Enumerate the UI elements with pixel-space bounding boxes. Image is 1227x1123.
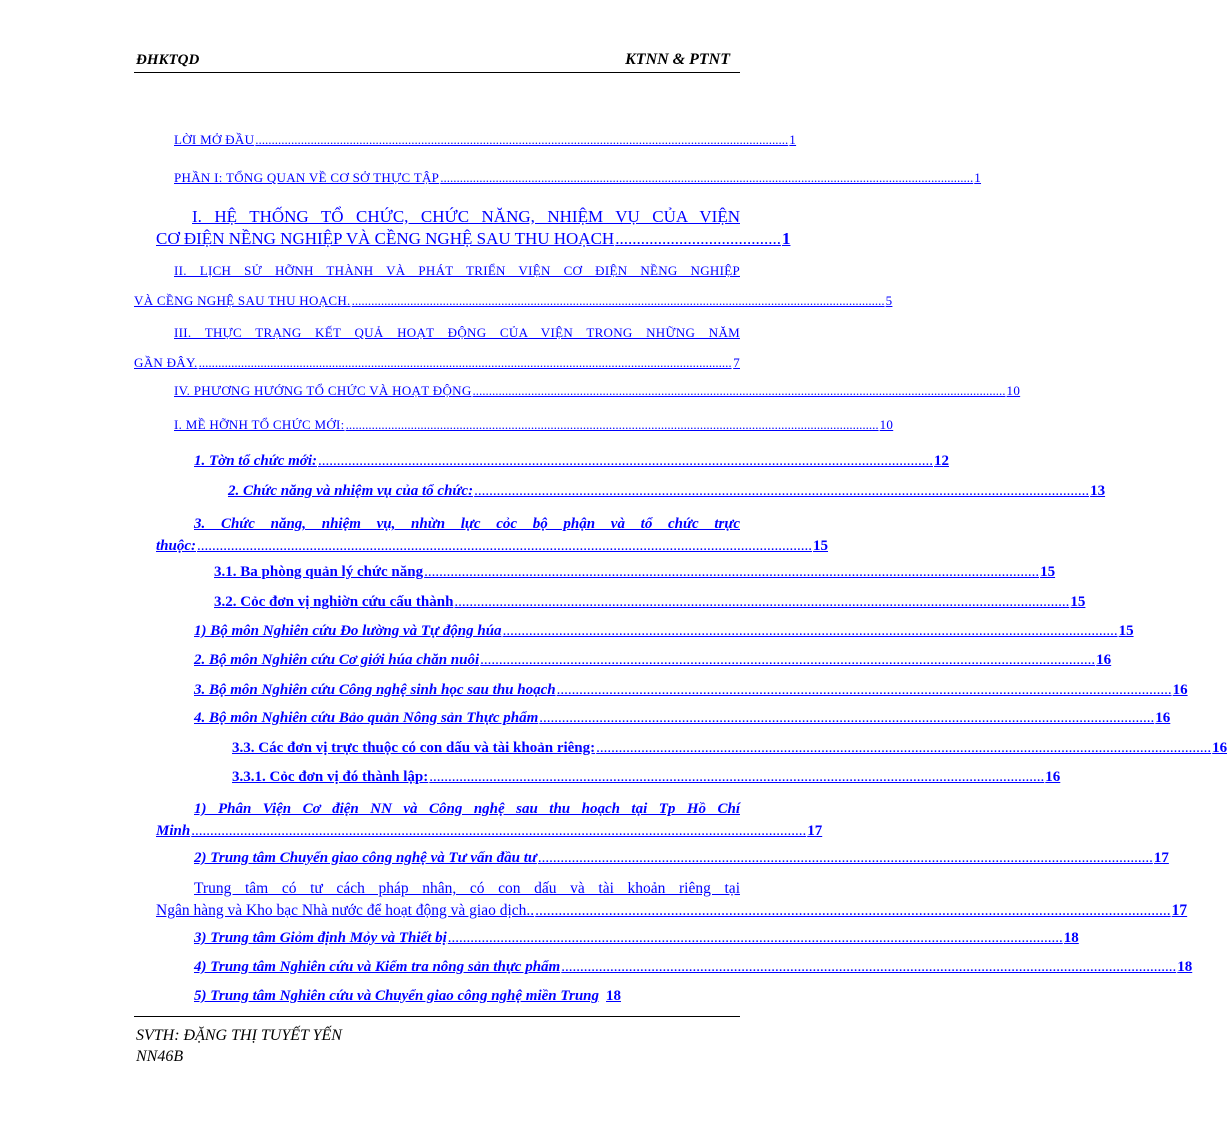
toc-entry[interactable]: 3.3. Các đơn vị trực thuộc có con dấu và tài khoản riêng: .................................................................................................................................................................... 16	[232, 740, 1227, 756]
toc-entry[interactable]: 4. Bộ môn Nghiên cứu Bảo quản Nông sản Thực phẩm .................................................................................................................................................................... 16	[194, 710, 1171, 726]
table-of-contents	[134, 120, 1227, 1010]
toc-entry[interactable]: 2. Chức năng và nhiệm vụ của tổ chức: .................................................................................................................................................................... 13	[228, 483, 1106, 499]
toc-entry[interactable]: Trung tâm có tư cách pháp nhân, có con dấu và tài khoản riêng tại Ngân hàng và Kho bạc Nhà nước để hoạt động và giao dịch.. .................................................................................................................................................................... 17	[156, 880, 1188, 919]
header-left-text: ĐHKTQD	[136, 52, 200, 68]
toc-entry[interactable]: 1) Phân Viện Cơ điện NN và Công nghệ sau thu hoạch tại Tp Hồ Chí Minh .................................................................................................................................................................... 17	[156, 801, 823, 839]
toc-entry[interactable]: 3) Trung tâm Giỏm định Mỏy và Thiết bị .................................................................................................................................................................... 18	[194, 930, 1079, 946]
toc-entry[interactable]: 2. Bộ môn Nghiên cứu Cơ giới húa chăn nuôi .................................................................................................................................................................... 16	[194, 652, 1112, 668]
toc-entry[interactable]: 3. Chức năng, nhiệm vụ, nhừn lực cỏc bộ phận và tổ chức trực thuộc: .................................................................................................................................................................... 15	[156, 516, 829, 554]
toc-entry[interactable]: III. THỰC TRẠNG KẾT QUẢ HOẠT ĐỘNG CỦA VIỆN TRONG NHỮNG NĂM GẦN ĐÂY. .................................................................................................................................................................... 7	[134, 325, 740, 370]
toc-entry[interactable]: 1. Tờn tổ chức mới: .................................................................................................................................................................... 12	[194, 453, 949, 469]
footer-class: NN46B	[136, 1048, 184, 1065]
toc-entry[interactable]: I. MỀ HỠNH TỔ CHỨC MỚI: .................................................................................................................................................................... 10	[174, 417, 894, 432]
toc-entry[interactable]: 1) Bộ môn Nghiên cứu Đo lường và Tự động húa .................................................................................................................................................................... 15	[194, 623, 1134, 639]
footer-author: SVTH: ĐẶNG THỊ TUYẾT YẾN	[136, 1027, 342, 1044]
page-footer	[134, 1016, 740, 1067]
toc-entry[interactable]: LỜI MỞ ĐẦU .................................................................................................................................................................... 1	[174, 132, 797, 147]
toc-entry[interactable]: 2) Trung tâm Chuyển giao công nghệ và Tư vấn đầu tư .................................................................................................................................................................... 17	[194, 850, 1169, 866]
toc-entry[interactable]: 3. Bộ môn Nghiên cứu Công nghệ sinh học sau thu hoạch .................................................................................................................................................................... 16	[194, 682, 1188, 698]
toc-entry[interactable]: 4) Trung tâm Nghiên cứu và Kiểm tra nông sản thực phẩm .................................................................................................................................................................... 18	[194, 959, 1193, 975]
toc-entry[interactable]: PHẦN I: TỔNG QUAN VỀ CƠ SỞ THỰC TẬP .................................................................................................................................................................... 1	[174, 170, 982, 185]
toc-entry[interactable]: 3.2. Cỏc đơn vị nghiờn cứu cấu thành .................................................................................................................................................................... 15	[214, 594, 1086, 610]
toc-entry[interactable]: 3.3.1. Cỏc đơn vị đó thành lập: .................................................................................................................................................................... 16	[232, 769, 1061, 785]
header-right-text: KTNN & PTNT	[625, 51, 730, 68]
toc-entry[interactable]: IV. PHƯƠNG HƯỚNG TỔ CHỨC VÀ HOẠT ĐỘNG .................................................................................................................................................................... 10	[174, 383, 1021, 398]
page-header	[134, 50, 740, 73]
toc-entry[interactable]: 5) Trung tâm Nghiên cứu và Chuyển giao công nghệ miền Trung 18	[194, 988, 622, 1004]
toc-entry[interactable]: 3.1. Ba phòng quản lý chức năng .................................................................................................................................................................... 15	[214, 564, 1056, 580]
toc-entry[interactable]: II. LỊCH SỬ HỠNH THÀNH VÀ PHÁT TRIỂN VIỆN CƠ ĐIỆN NỀNG NGHIỆP VÀ CỀNG NGHỆ SAU THU HOẠCH. .................................................................................................................................................................... 5	[134, 263, 893, 308]
toc-entry[interactable]: I. HỆ THỐNG TỔ CHỨC, CHỨC NĂNG, NHIỆM VỤ CỦA VIỆN CƠ ĐIỆN NỀNG NGHIỆP VÀ CỀNG NGHỆ SAU THU HOẠCH ....................................... 1	[156, 207, 791, 248]
